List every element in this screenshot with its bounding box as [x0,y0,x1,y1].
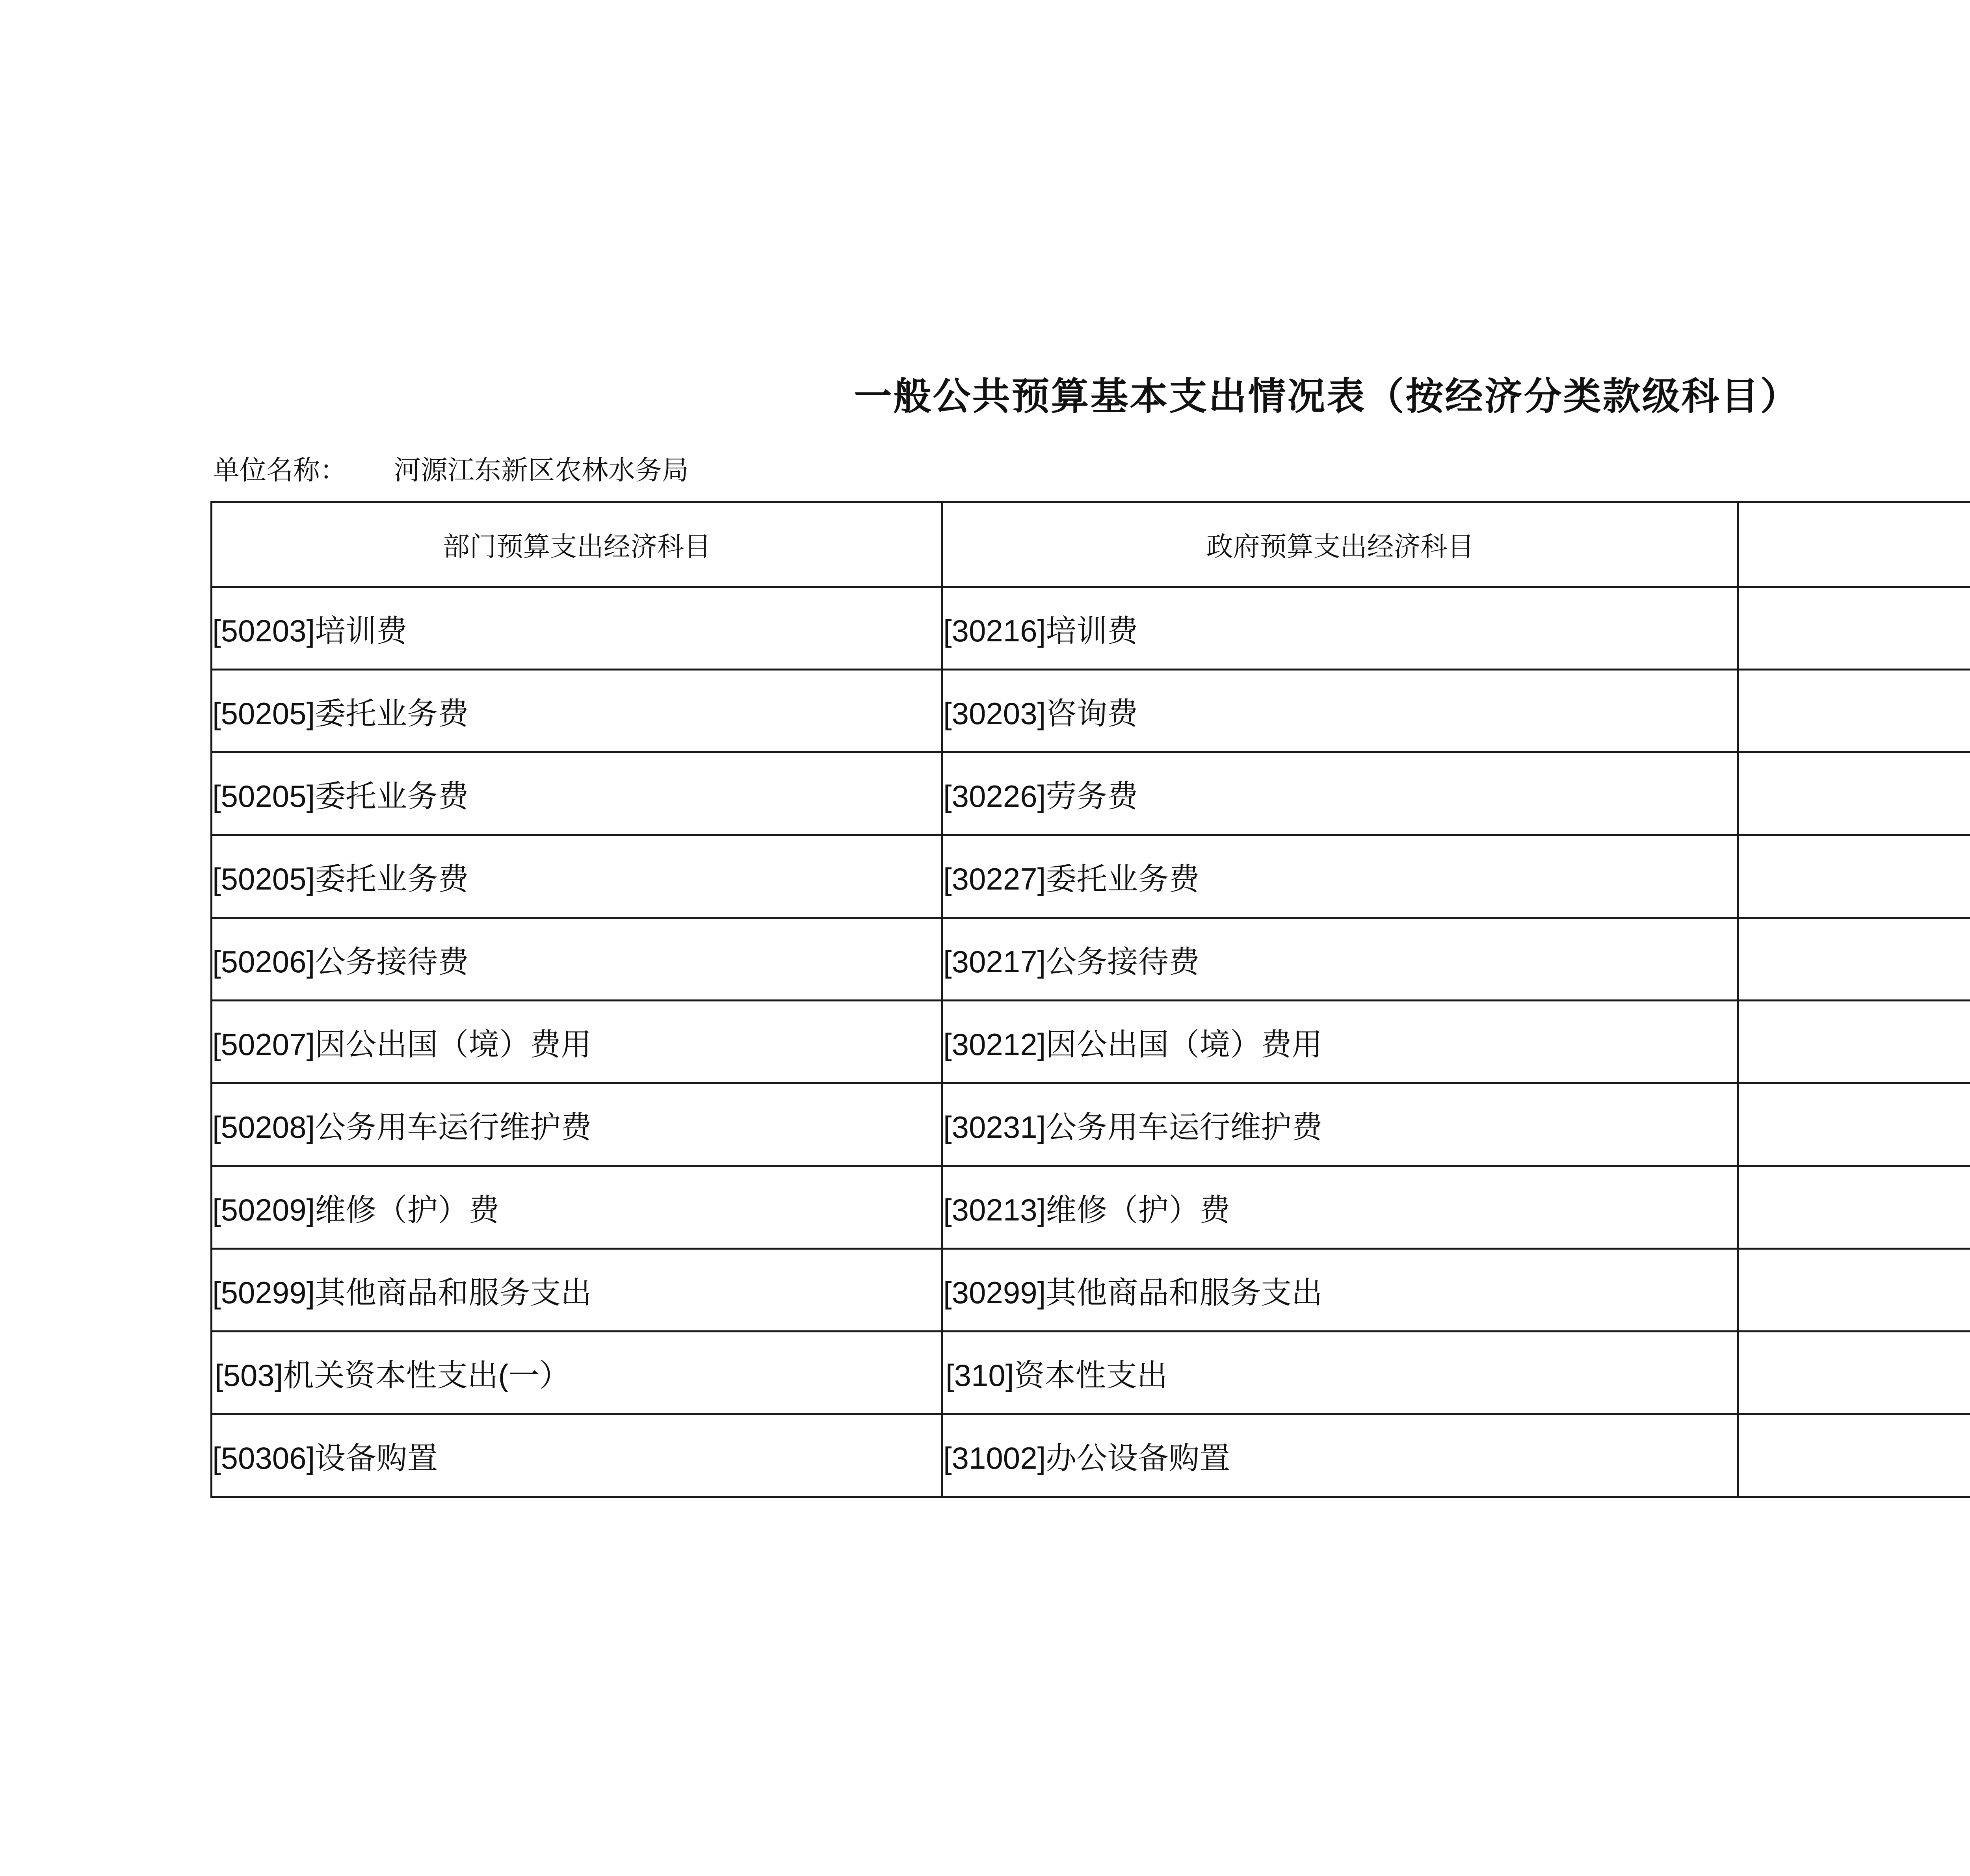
budget-amount-cell [1738,587,1970,670]
table-header-row [212,502,1970,587]
dept-subject-cell: [50205]委托业务费 [212,752,942,835]
header-dept-subject: 部门预算支出经济科目 [212,502,942,587]
dept-subject-cell: [50299]其他商品和服务支出 [212,1249,942,1332]
table-row [212,587,1970,670]
table-row [212,1414,1970,1497]
table-row [212,1332,1970,1414]
budget-amount-cell [1738,1001,1970,1083]
table-row [212,670,1970,752]
gov-subject-cell: [30226]劳务费 [942,752,1738,835]
unit-name: 河源江东新区农林水务局 [394,455,689,486]
budget-amount-cell [1738,918,1970,1001]
table-row [212,1001,1970,1083]
table-row [212,918,1970,1001]
unit-name-label: 单位名称： [213,455,347,486]
dept-subject-cell: [50205]委托业务费 [212,835,942,918]
budget-amount-cell [1738,835,1970,918]
gov-subject-cell: [30227]委托业务费 [942,835,1738,918]
page-title: 一般公共预算基本支出情况表（按经济分类款级科目） [854,374,1800,418]
table-row [212,1249,1970,1332]
dept-subject-cell: [50209]维修（护）费 [212,1166,942,1249]
dept-subject-cell: [50207]因公出国（境）费用 [212,1001,942,1083]
dept-subject-cell: [50205]委托业务费 [212,670,942,752]
gov-subject-cell: [30213]维修（护）费 [942,1166,1738,1249]
gov-subject-cell: [30231]公务用车运行维护费 [942,1083,1738,1166]
budget-amount-cell [1738,1249,1970,1332]
table-row [212,752,1970,835]
gov-subject-cell: [310]资本性支出 [942,1332,1738,1414]
dept-subject-cell: [50306]设备购置 [212,1414,942,1497]
gov-subject-cell: [30299]其他商品和服务支出 [942,1249,1738,1332]
budget-amount-cell [1738,670,1970,752]
unit-name-line [213,449,689,487]
gov-subject-cell: [30203]咨询费 [942,670,1738,752]
dept-subject-cell: [50206]公务接待费 [212,918,942,1001]
header-gov-subject: 政府预算支出经济科目 [942,502,1738,587]
dept-subject-cell: [503]机关资本性支出(一） [212,1332,942,1414]
budget-table [210,501,1970,1498]
gov-subject-cell: [31002]办公设备购置 [942,1414,1738,1497]
header-budget [1738,502,1970,587]
budget-amount-cell [1738,1083,1970,1166]
budget-amount-cell [1738,1166,1970,1249]
dept-subject-cell: [50203]培训费 [212,587,942,670]
table-row [212,835,1970,918]
gov-subject-cell: [30216]培训费 [942,587,1738,670]
dept-subject-cell: [50208]公务用车运行维护费 [212,1083,942,1166]
gov-subject-cell: [30217]公务接待费 [942,918,1738,1001]
budget-amount-cell [1738,1332,1970,1414]
budget-amount-cell [1738,1414,1970,1497]
budget-amount-cell [1738,752,1970,835]
table-row [212,1166,1970,1249]
table-row [212,1083,1970,1166]
gov-subject-cell: [30212]因公出国（境）费用 [942,1001,1738,1083]
